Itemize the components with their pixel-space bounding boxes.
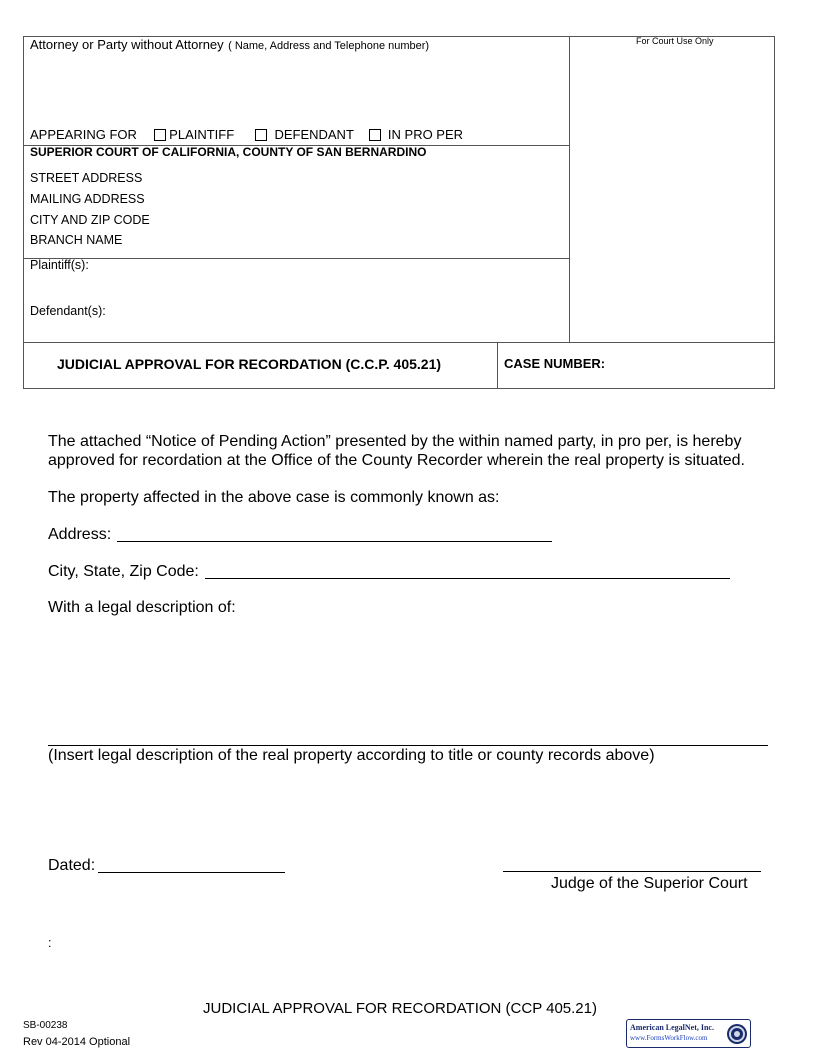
legal-description-field-line[interactable] <box>48 745 768 746</box>
dated-label: Dated: <box>48 857 96 874</box>
logo-website: www.FormsWorkFlow.com <box>630 1034 708 1042</box>
defendants-label: Defendant(s): <box>30 304 106 318</box>
appearing-for-label: APPEARING FOR <box>30 127 137 142</box>
attorney-sub-label: ( Name, Address and Telephone number) <box>228 40 430 52</box>
form-code: SB-00238 <box>23 1020 68 1031</box>
branch-name-label: BRANCH NAME <box>30 233 123 247</box>
street-address-label: STREET ADDRESS <box>30 171 143 185</box>
footer-title: JUDICIAL APPROVAL FOR RECORDATION (CCP 405.21) <box>203 1000 597 1017</box>
approval-paragraph-line2: approved for recordation at the Office of the County Recorder wherein the real property is situated. <box>48 452 745 469</box>
caption-divider-court <box>23 258 569 259</box>
court-name: SUPERIOR COURT OF CALIFORNIA, COUNTY OF SAN BERNARDINO <box>30 145 427 159</box>
approval-paragraph-line1: The attached “Notice of Pending Action” presented by the within named party, in pro per, is hereby <box>48 433 742 450</box>
city-state-zip-label: City, State, Zip Code: <box>48 563 199 580</box>
court-use-only-label: For Court Use Only <box>636 36 714 46</box>
plaintiff-option-label: PLAINTIFF <box>169 127 235 142</box>
title-case-divider <box>497 342 498 389</box>
property-known-as: The property affected in the above case is commonly known as: <box>48 489 500 506</box>
legal-description-label: With a legal description of: <box>48 599 236 616</box>
attorney-label-row <box>30 36 429 54</box>
judge-signature-line[interactable] <box>503 871 761 872</box>
judge-label: Judge of the Superior Court <box>551 875 748 892</box>
dated-field-line[interactable] <box>98 872 285 873</box>
american-legalnet-logo <box>626 1019 751 1048</box>
mailing-address-label: MAILING ADDRESS <box>30 192 145 206</box>
plaintiffs-label: Plaintiff(s): <box>30 258 89 272</box>
address-field-line[interactable] <box>117 541 552 542</box>
city-state-zip-field-line[interactable] <box>205 578 730 579</box>
in-pro-per-option-label: IN PRO PER <box>387 127 464 142</box>
logo-company-name: American LegalNet, Inc. <box>630 1023 714 1032</box>
form-revision: Rev 04-2014 Optional <box>23 1036 131 1048</box>
appearing-for-row <box>30 127 463 142</box>
defendant-option-label: DEFENDANT <box>274 127 354 142</box>
legal-description-note: (Insert legal description of the real property according to title or county records above) <box>48 747 655 764</box>
plaintiff-checkbox[interactable] <box>154 129 166 141</box>
caption-divider-vertical <box>569 36 570 343</box>
form-title: JUDICIAL APPROVAL FOR RECORDATION (C.C.P. 405.21) <box>57 356 442 372</box>
address-label: Address: <box>48 526 112 543</box>
caption-divider-title <box>23 342 775 343</box>
attorney-label: Attorney or Party without Attorney <box>30 37 224 52</box>
defendant-checkbox[interactable] <box>255 129 267 141</box>
city-zip-label: CITY AND ZIP CODE <box>30 213 150 227</box>
in-pro-per-checkbox[interactable] <box>369 129 381 141</box>
colon-mark: : <box>48 936 52 950</box>
case-number-label: CASE NUMBER: <box>504 356 606 371</box>
globe-icon <box>726 1023 748 1045</box>
